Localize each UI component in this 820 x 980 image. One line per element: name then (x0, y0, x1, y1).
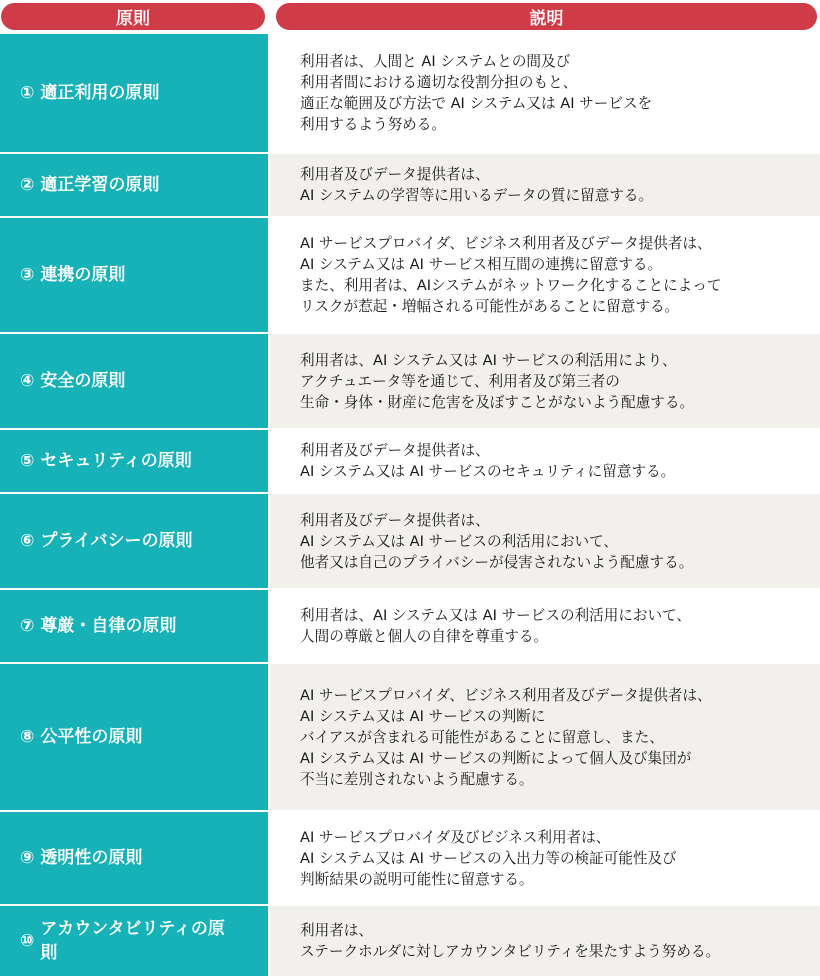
description-line: AI サービスプロバイダ及びビジネス利用者は、 (300, 828, 611, 846)
table-row (0, 494, 820, 590)
description-line: 利用者間における適切な役割分担のもと、 (300, 74, 578, 91)
description-line: AI システム又は AI サービスの利活用において、 (300, 532, 619, 550)
principle-description (270, 218, 820, 332)
description-line: 利用者及びデータ提供者は、 (300, 511, 490, 529)
table-row (0, 154, 820, 218)
description-line: AI サービスプロバイダ、ビジネス利用者及びデータ提供者は、 (300, 235, 712, 252)
principle-description (270, 590, 820, 662)
description-line: 利用者及びデータ提供者は、 (300, 442, 490, 459)
principle-name: 適正学習の原則 (40, 175, 160, 195)
principle-name: 連携の原則 (40, 265, 126, 285)
description-line: バイアスが含まれる可能性があることに留意し、また、 (300, 728, 664, 746)
principle-number: ⑦ (20, 616, 35, 636)
description-line: 利用するよう努める。 (300, 116, 446, 133)
principle-number: ⑧ (20, 727, 35, 747)
description-line: AI システム又は AI サービスの入出力等の検証可能性及び (300, 849, 677, 867)
table-row (0, 664, 820, 812)
description-line: 他者又は自己のプライバシーが侵害されないよう配慮する。 (300, 553, 694, 571)
description-line: 生命・身体・財産に危害を及ぼすことがないよう配慮する。 (300, 393, 695, 411)
table-row (0, 218, 820, 334)
description-line: 判断結果の説明可能性に留意する。 (300, 870, 534, 888)
table-row (0, 906, 820, 978)
table-row (0, 334, 820, 430)
description-line: 人間の尊厳と個人の自律を尊重する。 (300, 628, 549, 645)
principle-description (270, 664, 820, 810)
description-line: 利用者は、AI システム又は AI サービスの利活用において、 (300, 607, 691, 624)
description-line: AI システム又は AI サービスのセキュリティに留意する。 (300, 463, 676, 480)
description-line: ステークホルダに対しアカウンタビリティを果たすよう努める。 (300, 943, 721, 960)
principle-name-cell (0, 334, 270, 428)
description-line: AI システム又は AI サービスの判断によって個人及び集団が (300, 749, 692, 767)
table-row (0, 812, 820, 906)
principle-number: ⑥ (20, 531, 35, 551)
description-line: 不当に差別されないよう配慮する。 (300, 770, 534, 788)
header-description: 説明 (276, 3, 817, 30)
principle-name-cell (0, 218, 270, 332)
principle-description (270, 906, 820, 976)
principle-name-cell (0, 812, 270, 904)
principle-name: セキュリティの原則 (40, 451, 192, 471)
principle-name: プライバシーの原則 (40, 531, 193, 551)
principle-name: 尊厳・自律の原則 (40, 616, 177, 636)
table-row (0, 590, 820, 664)
description-line: リスクが惹起・増幅される可能性があることに留意する。 (300, 298, 680, 315)
description-line: 利用者は、AI システム又は AI サービスの利活用により、 (300, 351, 677, 369)
principle-number: ③ (20, 265, 35, 285)
principle-number: ⑤ (20, 451, 35, 471)
principle-name: 適正利用の原則 (40, 83, 160, 103)
principle-number: ④ (20, 371, 35, 391)
description-line: AI サービスプロバイダ、ビジネス利用者及びデータ提供者は、 (300, 686, 712, 704)
principle-name-cell (0, 34, 270, 152)
principle-name-cell (0, 494, 270, 588)
table-body (0, 34, 820, 978)
principle-name-cell (0, 590, 270, 662)
principle-description (270, 812, 820, 904)
description-line: 利用者及びデータ提供者は、 (300, 166, 490, 183)
principle-name-cell (0, 154, 270, 216)
principle-name: 公平性の原則 (40, 727, 143, 747)
principle-description (270, 154, 820, 216)
principle-description (270, 430, 820, 492)
principle-name: 安全の原則 (40, 371, 126, 391)
principle-number: ② (20, 175, 35, 195)
description-line: 適正な範囲及び方法で AI システム又は AI サービスを (300, 95, 653, 112)
description-line: 利用者は、 (300, 922, 373, 939)
table-row (0, 430, 820, 494)
principle-description (270, 334, 820, 428)
principle-number: ① (20, 83, 35, 103)
principle-name: 透明性の原則 (40, 848, 143, 868)
description-line: AI システムの学習等に用いるデータの質に留意する。 (300, 187, 654, 204)
principle-description (270, 494, 820, 588)
description-line: AI システム又は AI サービスの判断に (300, 707, 546, 725)
principle-number: ⑨ (20, 848, 35, 868)
principle-name: アカウンタビリティの原則 (40, 919, 225, 963)
table-row (0, 34, 820, 154)
header-principle: 原則 (1, 3, 265, 30)
table-header (0, 0, 820, 33)
principle-description (270, 34, 820, 152)
principle-name-cell (0, 906, 270, 976)
description-line: また、利用者は、AIシステムがネットワーク化することによって (300, 277, 722, 294)
principle-name-cell (0, 664, 270, 810)
description-line: 利用者は、人間と AI システムとの間及び (300, 53, 571, 70)
description-line: AI システム又は AI サービス相互間の連携に留意する。 (300, 256, 663, 273)
description-line: アクチュエータ等を通じて、利用者及び第三者の (300, 372, 620, 390)
principle-number: ⑩ (20, 931, 35, 951)
principle-name-cell (0, 430, 270, 492)
